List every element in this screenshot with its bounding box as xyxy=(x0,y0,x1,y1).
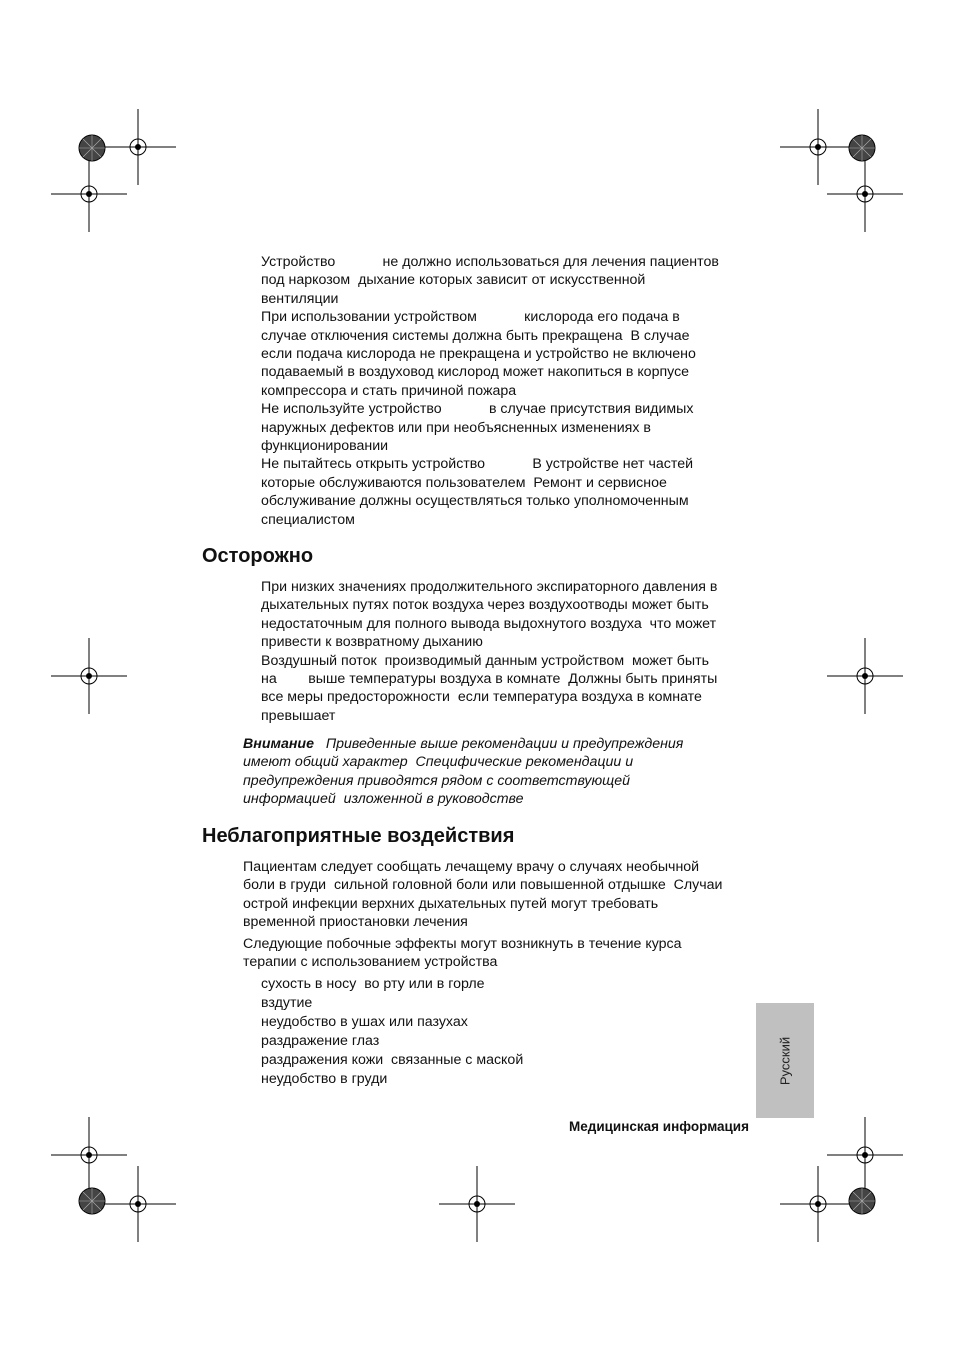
adverse-line: временной приостановки лечения xyxy=(243,914,468,931)
adverse-line: острой инфекции верхних дыхательных путей могут требовать xyxy=(243,895,659,912)
intro-line: вентиляции xyxy=(261,290,339,307)
reg-mark-bl1 xyxy=(51,1117,127,1193)
reg-mark-tl1 xyxy=(100,109,176,185)
intro-line: обслуживание должны осуществляться только уполномоченным xyxy=(261,493,689,510)
intro-line: Устройство не должно использоваться для лечения пациентов xyxy=(261,254,719,270)
adverse-line: терапии с использованием устройства xyxy=(243,954,498,971)
caution-line: недостаточным для полного вывода выдохнутого воздуха что может xyxy=(261,615,717,632)
adverse-line: Следующие побочные эффекты могут возникнуть в течение курса xyxy=(243,936,682,952)
intro-line: под наркозом дыхание которых зависит от искусственной xyxy=(261,272,646,289)
adverse-line: Пациентам следует сообщать лечащему врачу о случаях необычной xyxy=(243,859,700,875)
language-tab-label: Русский xyxy=(777,1036,793,1085)
intro-line: подаваемый в воздуховод кислород может накопиться в корпусе xyxy=(261,364,690,381)
intro-line: специалистом xyxy=(261,511,355,528)
caution-line: Воздушный поток производимый данным устройством может быть xyxy=(261,652,709,669)
intro-line: которые обслуживаются пользователем Ремонт и сервисное xyxy=(261,474,667,491)
intro-line: функционировании xyxy=(261,438,389,455)
side-effects-list xyxy=(261,975,741,1088)
caution-line: все меры предосторожности если температура воздуха в комнате xyxy=(261,689,702,706)
language-tab xyxy=(756,1003,814,1118)
intro-line: При использовании устройством кислорода его подача в xyxy=(261,309,680,326)
list-item: неудобство в ушах или пазухах xyxy=(261,1013,468,1030)
intro-line: если подача кислорода не прекращена и устройство не включено xyxy=(261,346,696,363)
list-item: неудобство в груди xyxy=(261,1070,388,1087)
intro-line: случае отключения системы должна быть прекращена В случае xyxy=(261,327,690,344)
reg-mark-bm xyxy=(439,1166,515,1242)
caution-line: на выше температуры воздуха в комнате Должны быть приняты xyxy=(261,671,718,688)
caution-line: превышает xyxy=(261,707,336,724)
adverse-para-1 xyxy=(243,858,763,932)
note-line: информацией изложенной в руководстве xyxy=(243,791,524,808)
star-mark-br xyxy=(849,1188,875,1214)
reg-mark-tl2 xyxy=(51,156,127,232)
reg-mark-br2 xyxy=(780,1166,856,1242)
caution-line: При низких значениях продолжительного экспираторного давления в xyxy=(261,579,718,595)
adverse-line: боли в груди сильной головной боли или повышенной отдышке Случаи xyxy=(243,877,723,894)
reg-mark-tr2 xyxy=(827,156,903,232)
adverse-heading: Неблагоприятные воздействия xyxy=(202,825,515,847)
intro-warnings xyxy=(261,253,761,529)
note-line: имеют общий характер Специфические рекомендации и xyxy=(243,754,634,771)
reg-mark-bl2 xyxy=(100,1166,176,1242)
intro-line: Не пытайтесь открыть устройство В устройстве нет частей xyxy=(261,456,694,473)
intro-line: компрессора и стать причиной пожара xyxy=(261,382,517,399)
note-lead: Внимание xyxy=(243,736,314,752)
reg-mark-tr1 xyxy=(780,109,856,185)
intro-line: наружных дефектов или при необъясненных изменениях в xyxy=(261,419,651,436)
reg-mark-mr xyxy=(827,638,903,714)
note-first-rest: Приведенные выше рекомендации и предупреждения xyxy=(314,736,684,752)
page-footer: Медицинская информация xyxy=(569,1119,749,1134)
list-item: раздражение глаз xyxy=(261,1032,380,1049)
reg-mark-ml xyxy=(51,638,127,714)
star-mark-tl xyxy=(79,135,105,161)
list-item: вздутие xyxy=(261,994,313,1011)
adverse-para-2 xyxy=(243,935,763,972)
note-line: предупреждения приводятся рядом с соответствующей xyxy=(243,772,630,789)
caution-heading: Осторожно xyxy=(202,545,314,567)
caution-text xyxy=(261,578,761,725)
note-first-line xyxy=(243,735,753,753)
intro-line: Не используйте устройство в случае присутствия видимых xyxy=(261,401,694,418)
caution-line: дыхательных путях поток воздуха через воздухоотводы может быть xyxy=(261,597,709,614)
reg-mark-br1 xyxy=(827,1117,903,1193)
star-mark-bl xyxy=(79,1188,105,1214)
attention-note xyxy=(243,735,753,809)
caution-line: привести к возвратному дыханию xyxy=(261,634,483,651)
list-item: сухость в носу во рту или в горле xyxy=(261,976,485,992)
star-mark-tr xyxy=(849,135,875,161)
list-item: раздражения кожи связанные с маской xyxy=(261,1051,524,1068)
